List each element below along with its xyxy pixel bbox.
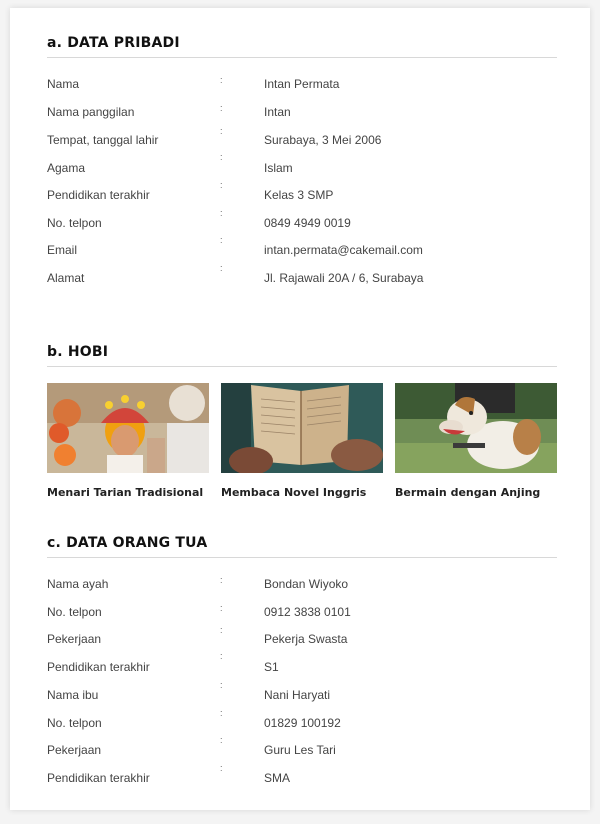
row-colon: :: [220, 680, 223, 690]
row-label: Nama: [47, 77, 80, 91]
row-value: Bondan Wiyoko: [264, 577, 349, 591]
row-label: Alamat: [47, 271, 85, 285]
hobby-caption: Menari Tarian Tradisional: [47, 486, 204, 499]
row-value: Jl. Rajawali 20A / 6, Surabaya: [264, 271, 424, 285]
parents-row: [47, 605, 557, 621]
row-value: Kelas 3 SMP: [264, 188, 334, 202]
row-label: Tempat, tanggal lahir: [47, 133, 159, 147]
personal-row: [47, 263, 557, 287]
personal-row: [47, 105, 557, 121]
row-value: Intan: [264, 105, 291, 119]
row-colon: :: [220, 735, 223, 745]
row-label: Pendidikan terakhir: [47, 188, 150, 202]
row-colon: :: [220, 625, 223, 635]
parents-row: [47, 708, 557, 732]
parents-row: [47, 625, 557, 648]
row-label: Pekerjaan: [47, 743, 102, 757]
section-divider: [47, 557, 557, 558]
section-title-hobbies: b. HOBI: [47, 344, 109, 360]
row-value: SMA: [264, 771, 291, 785]
row-value: Pekerja Swasta: [264, 632, 348, 646]
row-value: intan.permata@cakemail.com: [264, 243, 423, 257]
section-divider: [47, 57, 557, 58]
personal-row: [47, 208, 557, 232]
hobby-caption: Bermain dengan Anjing: [395, 486, 541, 499]
row-label: Pendidikan terakhir: [47, 771, 150, 785]
personal-row: [47, 152, 557, 177]
personal-row: [47, 235, 557, 259]
parents-row: [47, 680, 557, 704]
row-colon: :: [220, 152, 223, 162]
row-value: Nani Haryati: [264, 688, 331, 702]
document-page: [10, 8, 590, 810]
row-label: Nama ibu: [47, 688, 99, 702]
parents-row: [47, 651, 557, 676]
row-colon: :: [220, 180, 223, 190]
row-label: Pekerjaan: [47, 632, 102, 646]
row-value: Intan Permata: [264, 77, 340, 91]
row-colon: :: [220, 651, 223, 661]
hobby-caption: Membaca Novel Inggris: [221, 486, 367, 499]
row-value: Surabaya, 3 Mei 2006: [264, 133, 382, 147]
hobby-photo-reading: [221, 383, 383, 473]
row-label: Email: [47, 243, 78, 257]
hobby-card: [221, 383, 383, 499]
row-colon: :: [220, 235, 223, 245]
row-value: 0912 3838 0101: [264, 605, 351, 619]
parents-row: [47, 735, 557, 759]
row-colon: :: [220, 208, 223, 218]
personal-row: [47, 180, 557, 204]
row-colon: :: [220, 708, 223, 718]
row-colon: :: [220, 126, 223, 136]
row-colon: :: [220, 603, 223, 613]
parents-row: [47, 577, 557, 593]
row-value: Guru Les Tari: [264, 743, 336, 757]
personal-row: [47, 126, 557, 149]
row-colon: :: [220, 575, 223, 585]
row-label: Nama panggilan: [47, 105, 135, 119]
section-title-parents: c. DATA ORANG TUA: [47, 535, 208, 551]
row-colon: :: [220, 103, 223, 113]
hobby-photo-dog: [395, 383, 557, 473]
row-value: 0849 4949 0019: [264, 216, 351, 230]
row-label: Agama: [47, 161, 86, 175]
section-title-personal: a. DATA PRIBADI: [47, 35, 180, 51]
row-colon: :: [220, 263, 223, 273]
row-colon: :: [220, 75, 223, 85]
row-label: Pendidikan terakhir: [47, 660, 150, 674]
hobby-card: [395, 383, 557, 499]
hobby-photo-dance: [47, 383, 209, 473]
hobby-card: [47, 383, 209, 499]
parents-row: [47, 763, 557, 787]
row-label: No. telpon: [47, 716, 102, 730]
row-label: No. telpon: [47, 605, 102, 619]
section-divider: [47, 366, 557, 367]
row-label: Nama ayah: [47, 577, 109, 591]
row-label: No. telpon: [47, 216, 102, 230]
row-value: 01829 100192: [264, 716, 341, 730]
row-value: Islam: [264, 161, 293, 175]
row-value: S1: [264, 660, 279, 674]
row-colon: :: [220, 763, 223, 773]
personal-row: [47, 77, 557, 93]
